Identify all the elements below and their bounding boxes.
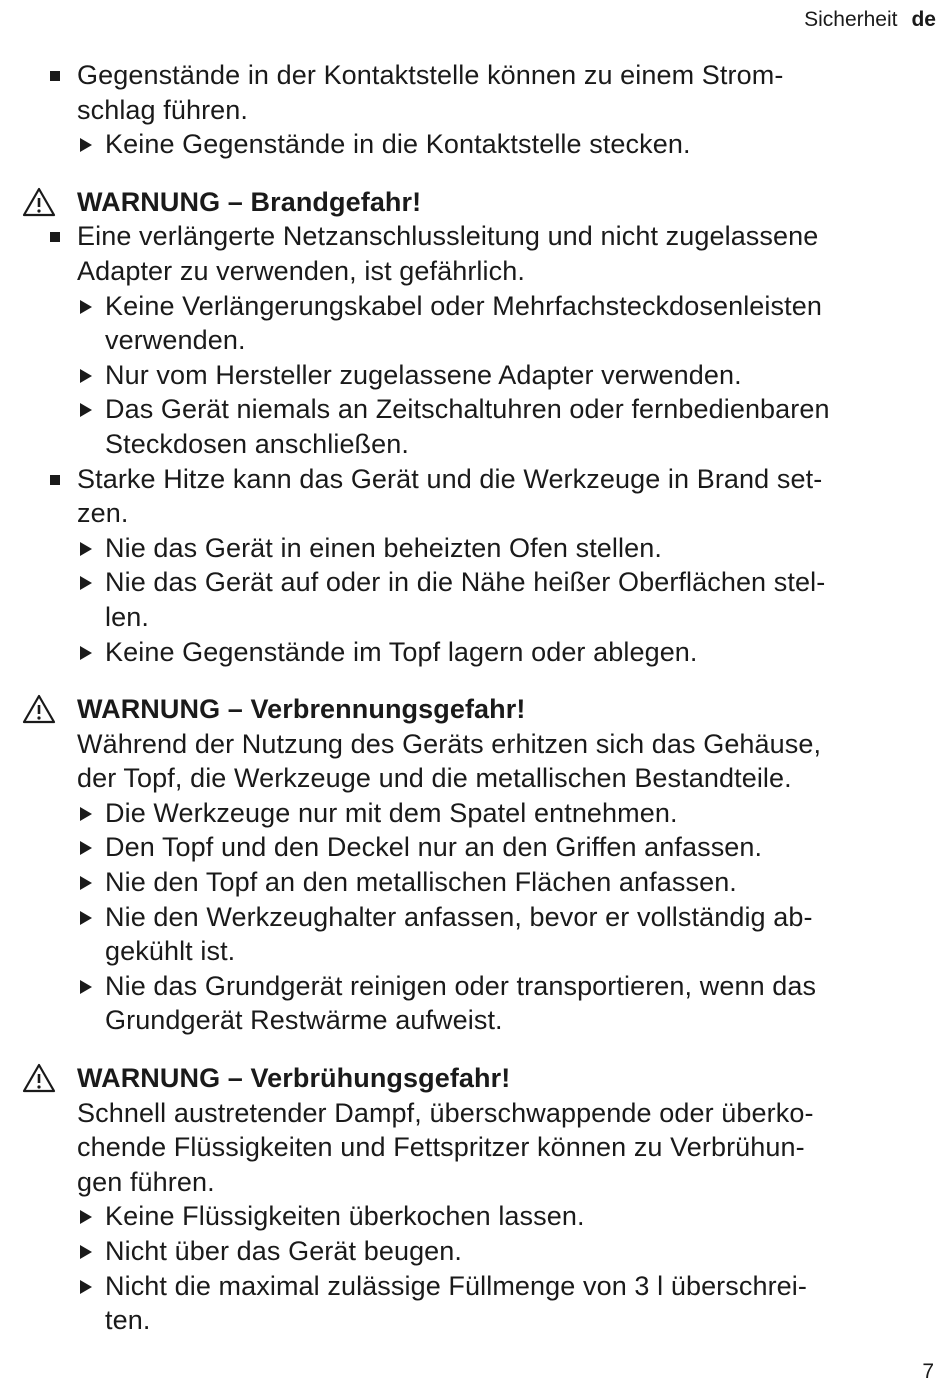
action-step-text: Keine Gegenstände in die Kontaktstelle stecken. <box>105 129 691 160</box>
warning-text: Schnell austretender Dampf, überschwappende oder überko- <box>77 1097 814 1128</box>
action-step-text: Nie das Gerät auf oder in die Nähe heißer Oberflächen stel- <box>105 567 826 598</box>
triangle-arrow-icon <box>80 841 92 855</box>
action-step-text: Nur vom Hersteller zugelassene Adapter verwenden. <box>105 359 742 390</box>
triangle-arrow-icon <box>80 1280 92 1294</box>
action-step-text: Das Gerät niemals an Zeitschaltuhren oder fernbedienbaren <box>105 394 830 425</box>
triangle-arrow-icon <box>80 300 92 314</box>
action-step-text: Steckdosen anschließen. <box>105 428 409 459</box>
triangle-arrow-icon <box>80 807 92 821</box>
triangle-arrow-icon <box>80 542 92 556</box>
action-step-text: Nie den Topf an den metallischen Flächen anfassen. <box>105 867 737 898</box>
triangle-arrow-icon <box>80 876 92 890</box>
action-step-text: Nie das Gerät in einen beheizten Ofen stellen. <box>105 532 662 563</box>
triangle-arrow-icon <box>80 1245 92 1259</box>
triangle-arrow-icon <box>80 1210 92 1224</box>
warning-triangle-icon <box>22 1063 56 1093</box>
warning-heading: WARNUNG – Verbrennungsgefahr! <box>77 694 526 725</box>
hazard-bullet-text: Starke Hitze kann das Gerät und die Werkzeuge in Brand set- <box>77 463 823 494</box>
hazard-bullet-text: schlag führen. <box>77 94 249 125</box>
triangle-arrow-icon <box>80 911 92 925</box>
action-step-text: verwenden. <box>105 325 246 356</box>
warning-triangle-icon <box>22 187 56 217</box>
action-step-text: Nie den Werkzeughalter anfassen, bevor er vollständig ab- <box>105 901 813 932</box>
triangle-arrow-icon <box>80 138 92 152</box>
action-step-text: Die Werkzeuge nur mit dem Spatel entnehmen. <box>105 797 678 828</box>
triangle-arrow-icon <box>80 576 92 590</box>
page-number: 7 <box>922 1360 934 1383</box>
warning-heading: WARNUNG – Brandgefahr! <box>77 186 422 217</box>
hazard-bullet-text: Eine verlängerte Netzanschlussleitung und nicht zugelassene <box>77 221 819 252</box>
action-step-text: Den Topf und den Deckel nur an den Griffen anfassen. <box>105 832 763 863</box>
action-step-text: Nie das Grundgerät reinigen oder transportieren, wenn das <box>105 970 817 1001</box>
hazard-bullet-text: Gegenstände in der Kontaktstelle können zu einem Strom- <box>77 60 784 90</box>
triangle-arrow-icon <box>80 369 92 383</box>
triangle-arrow-icon <box>80 646 92 660</box>
page-header <box>804 8 936 32</box>
warning-text: der Topf, die Werkzeuge und die metallischen Bestandteile. <box>77 763 792 794</box>
square-bullet-icon <box>50 475 60 485</box>
square-bullet-icon <box>50 71 60 81</box>
hazard-bullet-text: Adapter zu verwenden, ist gefährlich. <box>77 255 525 286</box>
safety-content <box>0 58 950 1338</box>
warning-text: Während der Nutzung des Geräts erhitzen sich das Gehäuse, <box>77 728 822 759</box>
action-step-text: Keine Gegenstände im Topf lagern oder ablegen. <box>105 636 698 667</box>
action-step-text: Nicht über das Gerät beugen. <box>105 1236 463 1266</box>
warning-text: chende Flüssigkeiten und Fettspritzer können zu Verbrühun- <box>77 1132 805 1163</box>
square-bullet-icon <box>50 232 60 242</box>
action-step-text: Nicht die maximal zulässige Füllmenge von 3 l überschrei- <box>105 1270 807 1301</box>
warning-triangle-icon <box>22 694 56 724</box>
action-step-text: Keine Verlängerungskabel oder Mehrfachsteckdosenleisten <box>105 290 822 321</box>
action-step-text: gekühlt ist. <box>105 936 236 967</box>
section-title: Sicherheit <box>804 8 898 31</box>
action-step-text: len. <box>105 601 149 632</box>
language-code: de <box>911 8 936 31</box>
triangle-arrow-icon <box>80 403 92 417</box>
action-step-text: ten. <box>105 1305 151 1336</box>
triangle-arrow-icon <box>80 980 92 994</box>
action-step-text: Keine Flüssigkeiten überkochen lassen. <box>105 1201 585 1232</box>
hazard-bullet-text: zen. <box>77 498 129 529</box>
warning-heading: WARNUNG – Verbrühungsgefahr! <box>77 1063 511 1094</box>
warning-text: gen führen. <box>77 1166 215 1197</box>
action-step-text: Grundgerät Restwärme aufweist. <box>105 1005 503 1036</box>
